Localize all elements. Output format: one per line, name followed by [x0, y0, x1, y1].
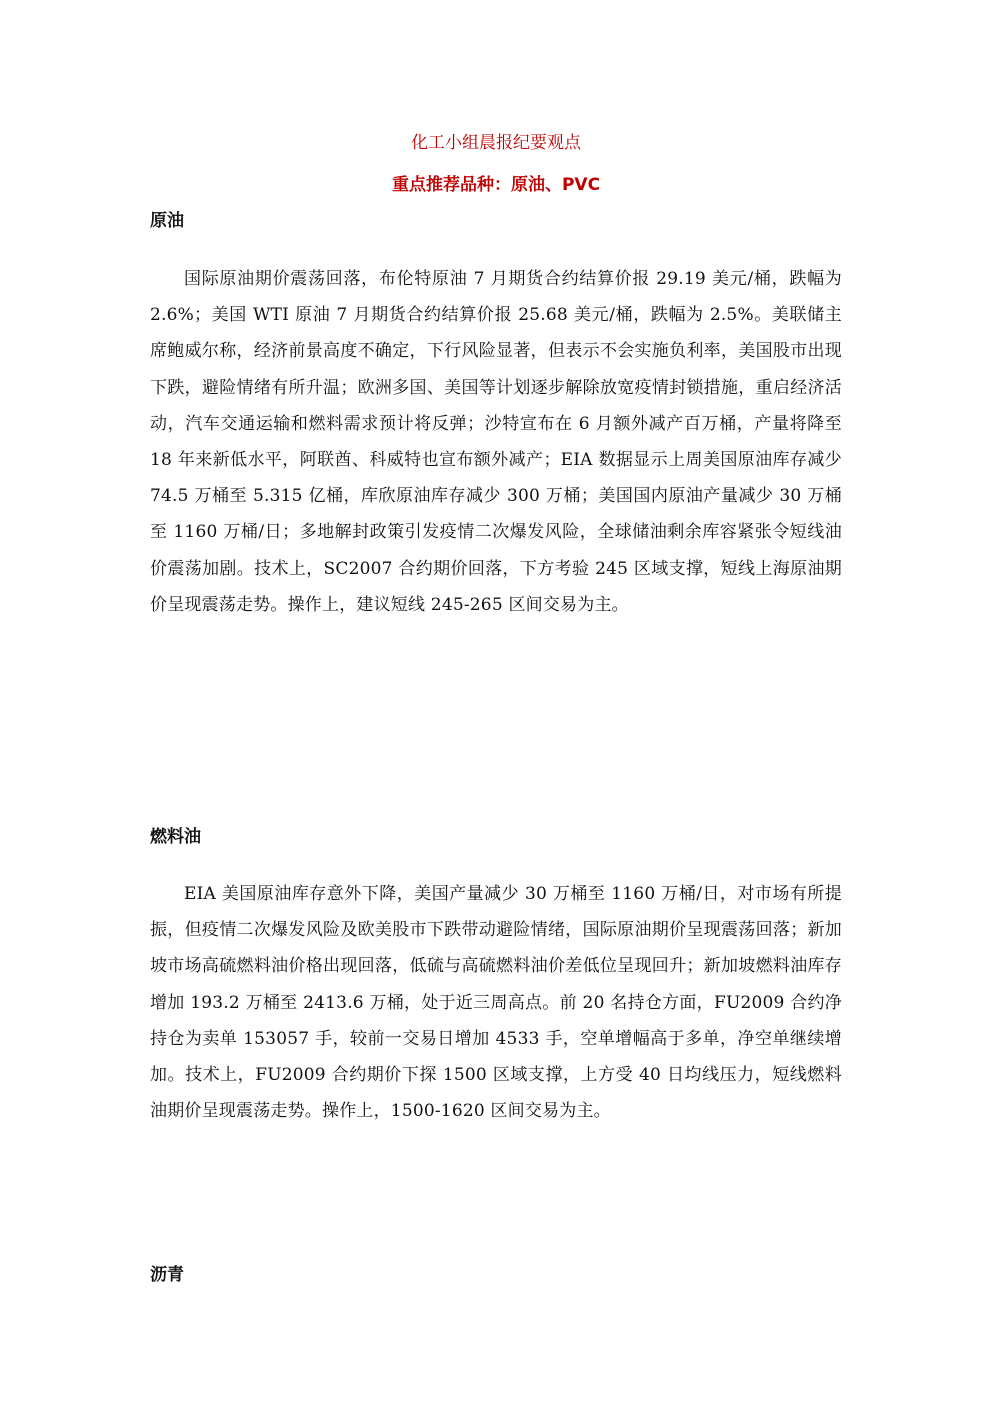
section-body-crude-oil: 国际原油期价震荡回落，布伦特原油 7 月期货合约结算价报 29.19 美元/桶，跌幅为 2.6%；美国 WTI 原油 7 月期货合约结算价报 25.68 美元/桶，跌幅为 2.5%。美联储主席鲍威尔称，经济前景高度不确定，下行风险显著，但表示不会实施负利率，美国股市出现下跌，避险情绪有所升温；欧洲多国、美国等计划逐步解除放宽疫情封锁措施，重启经济活动，汽车交通运输和燃料需求预计将反弹；沙特宣布在 6 月额外减产百万桶，产量将降至 18 年来新低水平，阿联酋、科威特也宣布额外减产；EIA 数据显示上周美国原油库存减少 74.5 万桶至 5.315 亿桶，库欣原油库存减少 300 万桶；美国国内原油产量减少 30 万桶至 1160 万桶/日；多地解封政策引发疫情二次爆发风险，全球储油剩余库容紧张令短线油价震荡加剧。技术上，SC2007 合约期价回落，下方考验 245 区域支撑，短线上海原油期价呈现震荡走势。操作上，建议短线 245-265 区间交易为主。	[150, 269, 842, 615]
section-body-fuel-oil: EIA 美国原油库存意外下降，美国产量减少 30 万桶至 1160 万桶/日，对市场有所提振，但疫情二次爆发风险及欧美股市下跌带动避险情绪，国际原油期价呈现震荡回落；新加坡市场高硫燃料油价格出现回落，低硫与高硫燃料油价差低位呈现回升；新加坡燃料油库存增加 193.2 万桶至 2413.6 万桶，处于近三周高点。前 20 名持仓方面，FU2009 合约净持仓为卖单 153057 手，较前一交易日增加 4533 手，空单增幅高于多单，净空单继续增加。技术上，FU2009 合约期价下探 1500 区域支撑，上方受 40 日均线压力，短线燃料油期价呈现震荡走势。操作上，1500-1620 区间交易为主。	[150, 884, 842, 1122]
document-subtitle: 重点推荐品种：原油、PVC	[391, 175, 601, 195]
section-heading-fuel-oil: 燃料油	[150, 827, 201, 847]
section-heading-asphalt: 沥青	[150, 1265, 184, 1285]
document-title: 化工小组晨报纪要观点	[411, 133, 581, 153]
section-heading-crude-oil: 原油	[150, 211, 184, 231]
